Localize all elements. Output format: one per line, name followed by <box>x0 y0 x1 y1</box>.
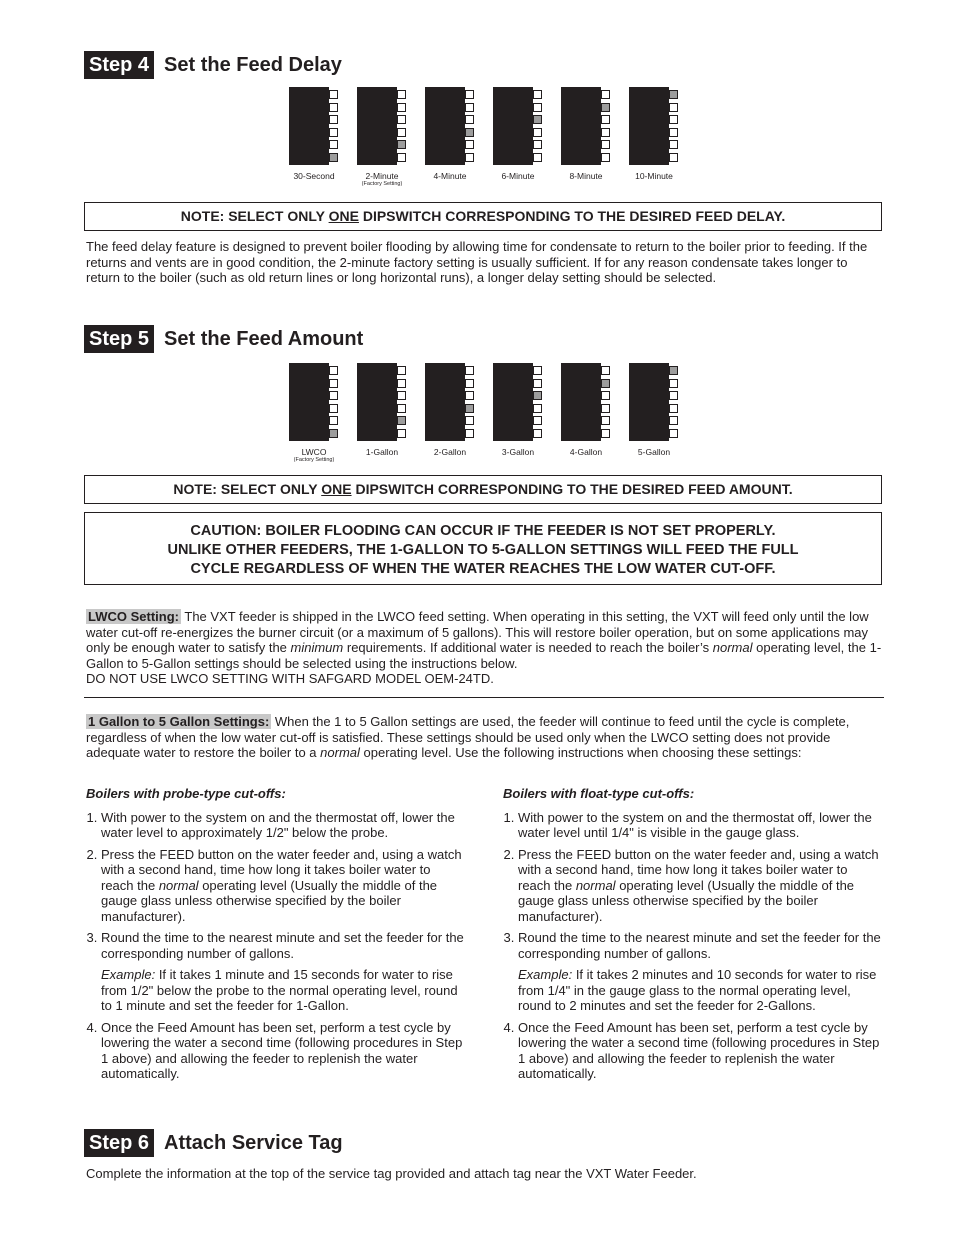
dipswitch-toggle-on <box>601 103 610 112</box>
dipswitch-label: 4-Gallon <box>569 447 603 457</box>
gallon-text-1: When the 1 to 5 Gallon settings are used, the feeder will continue to feed until the cycle is complete, regardless of when the low water cut-off is satisfied. These settings should be used only when the LWCO setting does not provide adequate water to restore the boiler to a <box>86 714 850 760</box>
dipswitch-label: 30-Second <box>293 171 335 181</box>
gallon-normal: normal <box>320 745 360 760</box>
caution-box <box>84 512 882 585</box>
dipswitch-body <box>493 87 533 165</box>
dipswitch-toggle-off <box>329 416 338 425</box>
dipswitch-label: 1-Gallon <box>365 447 399 457</box>
dipswitch-body <box>561 363 601 441</box>
section-divider <box>84 697 884 698</box>
dipswitch-toggle-off <box>533 140 542 149</box>
feed-amount-dipswitches <box>289 363 709 473</box>
dipswitch-toggle-off <box>397 103 406 112</box>
dipswitch-label: 6-Minute <box>501 171 535 181</box>
dipswitch-toggle-off <box>601 90 610 99</box>
lwco-text-2: requirements. If additional water is needed to reach the boiler’s <box>343 640 713 655</box>
dipswitch-toggle-off <box>465 416 474 425</box>
dipswitch-toggle-off <box>397 115 406 124</box>
dipswitch-toggle-off <box>601 391 610 400</box>
dipswitch-body <box>629 87 669 165</box>
dipswitch-toggle-off <box>397 391 406 400</box>
dipswitch-toggle-off <box>329 366 338 375</box>
dipswitch-toggle-off <box>465 429 474 438</box>
dipswitch-toggle-on <box>329 153 338 162</box>
dipswitch-toggle-off <box>669 391 678 400</box>
step6-badge: Step 6 <box>84 1129 154 1157</box>
probe-instructions <box>86 786 466 1088</box>
dipswitch-toggle-off <box>601 404 610 413</box>
step4-badge: Step 4 <box>84 51 154 79</box>
dipswitch-toggle-off <box>601 429 610 438</box>
lwco-setting-paragraph <box>86 609 882 687</box>
dipswitch-toggle-on <box>465 128 474 137</box>
dipswitch-label: LWCO <box>301 447 327 457</box>
probe-step-4: 4. Once the Feed Amount has been set, perform a test cycle by lowering the water a second time (following procedures in Step 1 above) and allowing the feeder to replenish the water automatically. <box>101 1020 466 1082</box>
lwco-normal: normal <box>712 640 753 655</box>
dipswitch-toggle-off <box>465 103 474 112</box>
probe-step-3: 3. Round the time to the nearest minute and set the feeder for the corresponding number of gallons. <box>101 930 466 961</box>
dipswitch-body <box>425 363 465 441</box>
dipswitch-label: 8-Minute <box>569 171 603 181</box>
dipswitch-toggle-off <box>397 128 406 137</box>
dipswitch-toggle-off <box>601 140 610 149</box>
dipswitch-toggle-off <box>533 153 542 162</box>
dipswitch-toggle-off <box>669 140 678 149</box>
float-step-4: 4. Once the Feed Amount has been set, perform a test cycle by lowering the water a second time (following procedures in Step 1 above) and allowing the feeder to replenish the water automatically. <box>518 1020 883 1082</box>
dipswitch-toggle-off <box>397 379 406 388</box>
feed-amount-note <box>84 475 882 504</box>
dipswitch-toggle-off <box>533 128 542 137</box>
dipswitch-toggle-off <box>669 416 678 425</box>
dipswitch-toggle-on <box>669 366 678 375</box>
dipswitch-toggle-off <box>329 140 338 149</box>
dipswitch-label: 5-Gallon <box>637 447 671 457</box>
dipswitch-toggle-off <box>465 379 474 388</box>
dipswitch-toggle-off <box>329 115 338 124</box>
dipswitch-body <box>629 363 669 441</box>
probe-step-2: 2. Press the FEED button on the water feeder and, using a watch with a second hand, time how long it takes boiler water to reach the normal operating level (Usually the middle of the gauge glass unless otherwise specified by the boiler manufacturer). <box>101 847 466 925</box>
dipswitch-toggle-off <box>329 404 338 413</box>
dipswitch-toggle-on <box>397 416 406 425</box>
step5-header <box>84 325 363 353</box>
float-step-1: 1. With power to the system on and the thermostat off, lower the water level until 1/4" is visible in the gauge glass. <box>518 810 883 841</box>
dipswitch-toggle-off <box>669 429 678 438</box>
probe-step-1: 1. With power to the system on and the thermostat off, lower the water level to approximately 1/2" below the probe. <box>101 810 466 841</box>
dipswitch-body <box>561 87 601 165</box>
gallon-settings-paragraph <box>86 714 882 761</box>
dipswitch-toggle-off <box>397 90 406 99</box>
step4-title: Set the Feed Delay <box>164 53 342 76</box>
dipswitch-toggle-on <box>669 90 678 99</box>
dipswitch-toggle-off <box>533 90 542 99</box>
dipswitch-toggle-on <box>329 429 338 438</box>
dipswitch-toggle-off <box>533 429 542 438</box>
dipswitch-toggle-off <box>397 153 406 162</box>
dipswitch-toggle-off <box>601 115 610 124</box>
dipswitch-toggle-off <box>533 366 542 375</box>
lwco-text-3: operating level, the 1-Gallon to 5-Gallon settings should be selected using the instructions below. <box>86 640 882 671</box>
caution-line-3: CYCLE REGARDLESS OF WHEN THE WATER REACHES THE LOW WATER CUT-OFF. <box>190 561 776 577</box>
dipswitch-toggle-off <box>329 103 338 112</box>
dipswitch-toggle-off <box>669 115 678 124</box>
dipswitch-sublabel: (Factory Setting) <box>361 181 403 187</box>
probe-heading: Boilers with probe-type cut-offs: <box>86 786 286 801</box>
caution-line-1: CAUTION: BOILER FLOODING CAN OCCUR IF THE FEEDER IS NOT SET PROPERLY. <box>190 523 776 539</box>
dipswitch-label: 2-Gallon <box>433 447 467 457</box>
lwco-warning: DO NOT USE LWCO SETTING WITH SAFGARD MODEL OEM-24TD. <box>86 671 494 686</box>
dipswitch-toggle-off <box>669 404 678 413</box>
dipswitch-label: 3-Gallon <box>501 447 535 457</box>
dipswitch-toggle-off <box>533 404 542 413</box>
service-tag-paragraph: Complete the information at the top of the service tag provided and attach tag near the VXT Water Feeder. <box>86 1166 697 1181</box>
step6-title: Attach Service Tag <box>164 1131 343 1154</box>
lwco-text-1: The VXT feeder is shipped in the LWCO feed setting. When operating in this setting, the VXT will feed only until the low water cut-off re-energizes the burner circuit (or a maximum of 5 gallons). This will restore boiler operation, but on some applications may only be enough water to satisfy the <box>86 609 869 655</box>
step4-header <box>84 51 342 79</box>
dipswitch-label: 2-Minute <box>365 171 399 181</box>
dipswitch-body <box>425 87 465 165</box>
dipswitch-label: 4-Minute <box>433 171 467 181</box>
dipswitch-toggle-on <box>533 391 542 400</box>
dipswitch-toggle-off <box>465 140 474 149</box>
step5-title: Set the Feed Amount <box>164 327 364 350</box>
dipswitch-toggle-off <box>669 103 678 112</box>
dipswitch-body <box>289 363 329 441</box>
dipswitch-toggle-off <box>601 128 610 137</box>
note-one: ONE <box>321 481 352 497</box>
dipswitch-toggle-off <box>465 391 474 400</box>
lwco-setting-label: LWCO Setting: <box>88 609 179 624</box>
float-example: Example: If it takes 2 minutes and 10 seconds for water to rise from 1/4" in the gauge glass to the normal operating level, round to 2 minutes and set the feeder for 2-Gallons. <box>518 967 877 1013</box>
dipswitch-toggle-off <box>329 90 338 99</box>
feed-delay-dipswitches <box>289 87 709 197</box>
dipswitch-toggle-off <box>601 366 610 375</box>
dipswitch-body <box>289 87 329 165</box>
dipswitch-toggle-off <box>533 416 542 425</box>
dipswitch-toggle-off <box>329 391 338 400</box>
dipswitch-toggle-off <box>465 366 474 375</box>
dipswitch-toggle-off <box>465 153 474 162</box>
dipswitch-toggle-on <box>601 379 610 388</box>
float-heading: Boilers with float-type cut-offs: <box>503 786 695 801</box>
dipswitch-sublabel: (Factory Setting) <box>293 457 335 463</box>
gallon-text-2: operating level. Use the following instructions when choosing these settings: <box>359 745 802 760</box>
dipswitch-toggle-off <box>465 90 474 99</box>
dipswitch-toggle-off <box>669 153 678 162</box>
dipswitch-body <box>357 363 397 441</box>
dipswitch-toggle-off <box>533 103 542 112</box>
gallon-settings-label: 1 Gallon to 5 Gallon Settings: <box>88 714 270 729</box>
dipswitch-toggle-off <box>465 115 474 124</box>
note-post: DIPSWITCH CORRESPONDING TO THE DESIRED FEED DELAY. <box>358 208 786 224</box>
dipswitch-label: 10-Minute <box>635 171 673 181</box>
float-instructions <box>503 786 883 1088</box>
note-post: DIPSWITCH CORRESPONDING TO THE DESIRED FEED AMOUNT. <box>351 481 793 497</box>
note-one: ONE <box>328 208 359 224</box>
dipswitch-toggle-off <box>601 153 610 162</box>
dipswitch-toggle-off <box>397 404 406 413</box>
dipswitch-toggle-on <box>465 404 474 413</box>
dipswitch-toggle-off <box>329 128 338 137</box>
dipswitch-toggle-on <box>533 115 542 124</box>
dipswitch-toggle-off <box>669 379 678 388</box>
dipswitch-toggle-off <box>669 128 678 137</box>
note-pre: NOTE: SELECT ONLY <box>180 208 329 224</box>
step5-badge: Step 5 <box>84 325 154 353</box>
feed-delay-note <box>84 202 882 231</box>
dipswitch-toggle-on <box>397 140 406 149</box>
step6-header <box>84 1129 343 1157</box>
feed-delay-paragraph: The feed delay feature is designed to prevent boiler flooding by allowing time for condensate to return to the boiler prior to feeding. If the returns and vents are in good condition, the 2-minute factory setting is usually sufficient. If for any reason condensate takes longer to return to the boiler (such as old return lines or long horizontal runs), a longer delay setting should be selected. <box>86 239 868 285</box>
dipswitch-toggle-off <box>397 429 406 438</box>
probe-example: Example: If it takes 1 minute and 15 seconds for water to rise from 1/2" below the probe to the normal operating level, round to 1 minute and set the feeder for 1-Gallon. <box>101 967 458 1013</box>
note-pre: NOTE: SELECT ONLY <box>173 481 322 497</box>
dipswitch-toggle-off <box>397 366 406 375</box>
caution-line-2: UNLIKE OTHER FEEDERS, THE 1-GALLON TO 5-GALLON SETTINGS WILL FEED THE FULL <box>167 542 799 558</box>
dipswitch-toggle-off <box>601 416 610 425</box>
float-step-3: 3. Round the time to the nearest minute and set the feeder for the corresponding number of gallons. <box>518 930 883 961</box>
dipswitch-body <box>493 363 533 441</box>
dipswitch-toggle-off <box>533 379 542 388</box>
float-step-2: 2. Press the FEED button on the water feeder and, using a watch with a second hand, time how long it takes boiler water to reach the normal operating level (Usually the middle of the gauge glass unless otherwise specified by the boiler manufacturer). <box>518 847 883 925</box>
dipswitch-body <box>357 87 397 165</box>
lwco-minimum: minimum <box>290 640 344 655</box>
dipswitch-toggle-off <box>329 379 338 388</box>
